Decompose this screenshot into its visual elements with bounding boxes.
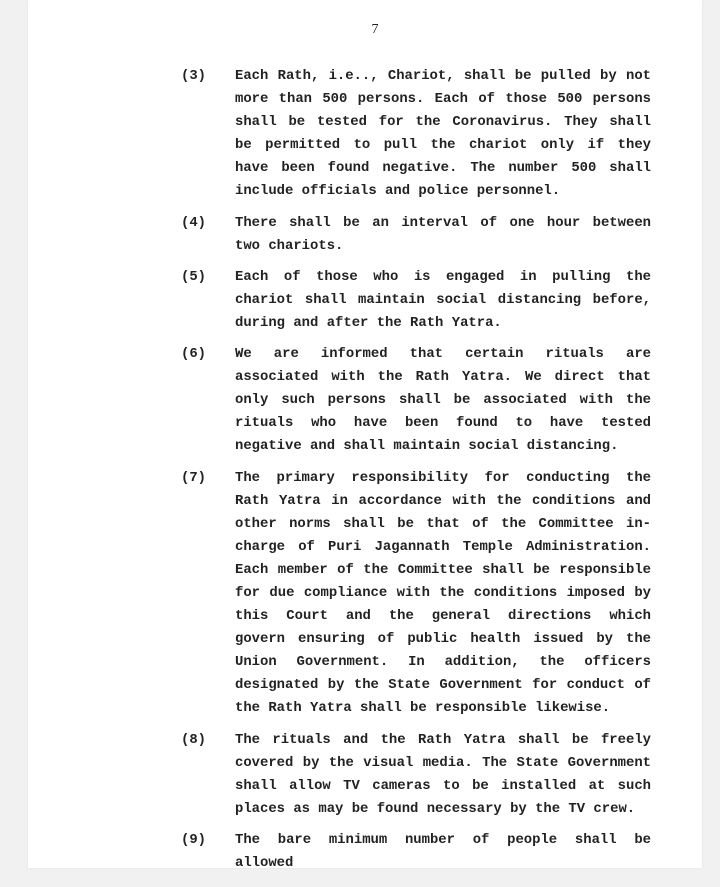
- clause-item: [181, 829, 651, 875]
- clause-item: [181, 729, 651, 821]
- clause-number: (5): [181, 268, 207, 285]
- clause-number: (3): [181, 68, 207, 84]
- clause-item: [181, 65, 651, 204]
- page-number: 7: [371, 22, 379, 37]
- clause-text: The bare minimum number of people shall be allowed: [235, 831, 651, 871]
- clause-number: (9): [181, 831, 207, 848]
- clause-text: Each Rath, i.e.., Chariot, shall be pulled by not more than 500 persons. Each of those 500 persons shall be tested for the Coronavirus. They shall be permitted to pull the chariot only if they have been found negative. The number 500 shall include officials and police personnel.: [235, 68, 651, 200]
- document-page: [28, 0, 702, 871]
- clause-number: (7): [181, 469, 207, 486]
- clause-text: Each of those who is engaged in pulling the chariot shall maintain social distancing before, during and after the Rath Yatra.: [235, 268, 651, 331]
- clause-item: [181, 467, 651, 721]
- clause-number: (8): [181, 731, 207, 748]
- clause-text: We are informed that certain rituals are associated with the Rath Yatra. We direct that only such persons shall be associated with the rituals who have been found to have tested negative and shall maintain social distancing.: [235, 346, 651, 455]
- clause-number: (4): [181, 214, 207, 231]
- clause-text: The primary responsibility for conducting the Rath Yatra in accordance with the conditions and other norms shall be that of the Committee in-charge of Puri Jagannath Temple Administration. Each member of the Committee shall be responsible for due compliance with the conditions imposed by this Court and the general directions which govern ensuring of public health issued by the Union Government. In addition, the officers designated by the State Government for conduct of the Rath Yatra shall be responsible likewise.: [235, 469, 651, 717]
- clause-item: [181, 343, 651, 458]
- clause-text: The rituals and the Rath Yatra shall be freely covered by the visual media. The State Government shall allow TV cameras to be installed at such places as may be found necessary by the TV crew.: [235, 731, 651, 817]
- clause-text: There shall be an interval of one hour between two chariots.: [235, 214, 651, 254]
- clause-item: [181, 212, 651, 258]
- clause-number: (6): [181, 346, 207, 363]
- clause-list: [181, 65, 651, 883]
- clause-item: [181, 266, 651, 335]
